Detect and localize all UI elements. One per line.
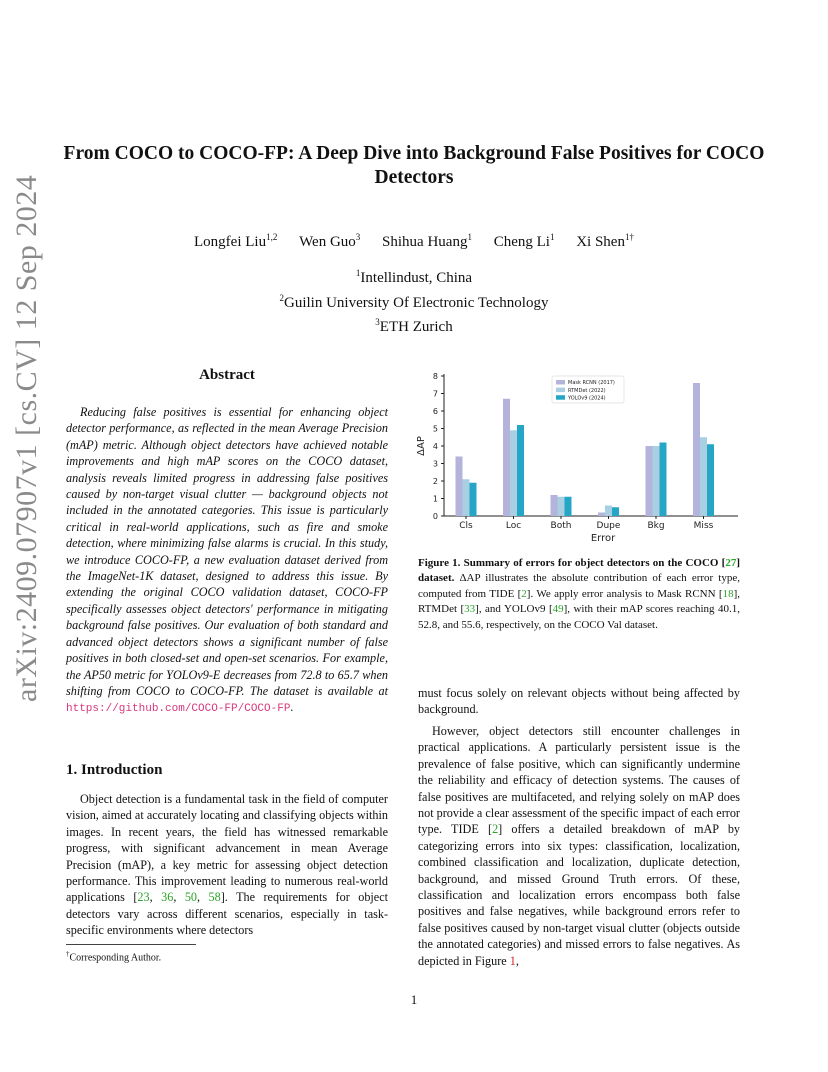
x-tick-label: Cls [459, 521, 473, 531]
legend-entry: YOLOv9 (2024) [568, 395, 606, 402]
author: Longfei Liu$^{1,2}$ [194, 232, 278, 250]
citation-link[interactable]: 2 [521, 587, 527, 600]
x-tick-label: Bkg [647, 521, 665, 531]
body-paragraph: However, object detectors still encounter challenges in practical applications. A particularly persistent issue is the prevalence of false positive, which can significantly undermine the reliability and efficacy of detection systems. The causes of false positives are multifaceted, and relying solely on mAP does not provide a clear assessment of the specific impact of each error type. TIDE [2] offers a detailed breakdown of mAP by categorizing errors into six types: classification, localization, combined classification and localization, duplicate detection, background, and missed Ground Truth errors. Of these, classification and localization errors encompass both false positives and false negatives, while background errors refer to false positives caused by non-target visual clutter (objects outside the annotated categories) and missed errors to false negatives. As depicted in Figure 1, [418, 724, 741, 968]
author-list [60, 232, 768, 251]
legend-entry: RTMDet (2022) [568, 387, 606, 394]
bar [646, 446, 653, 516]
y-tick-label: 3 [432, 459, 438, 469]
intro-paragraph: Object detection is a fundamental task in the field of computer vision, aimed at accurately locating and classifying objects within images. In recent years, the field has witnessed remarkable progress, with significant advancement in mean Average Precision (mAP), a key metric for assessing object detection performance. This improvement leading to numerous real-world applications [23, 36, 50, 58]. The requirements for object detectors vary across different scenarios, especially in task-specific environments where detectors [66, 792, 389, 938]
citation-link[interactable]: 27 [725, 557, 737, 569]
bar [598, 513, 605, 517]
bar [463, 479, 470, 516]
abstract-text: Reducing false positives is essential for enhancing object detector performance, as reflected in the mean Average Precision (mAP) metric. Although object detectors have achieved notable improvements and high mAP scores on the COCO dataset, analysis reveals limited progress in addressing false positives caused by non-target visual clutter — background objects not included in the annotated categories. This issue is particularly critical in real-world applications, such as fire and smoke detection, where minimizing false alarms is crucial. In this study, we introduce COCO-FP, a new evaluation dataset derived from the ImageNet-1K dataset, designed to address this issue. By extending the original COCO validation dataset, COCO-FP specifically assesses object detectors' performance in mitigating background false positives. Our evaluation of both standard and advanced object detectors shows a significant number of false positives in both closed-set and open-set scenarios. For example, the AP50 metric for YOLOv9-E decreases from 72.8 to 65.7 when shifting from COCO to COCO-FP. The dataset is available at https://github.com/COCO-FP/COCO-FP. [66, 405, 388, 716]
citation-link[interactable]: 23 [137, 890, 150, 905]
bar [605, 506, 612, 517]
bar [612, 507, 619, 516]
footnote-rule [66, 944, 196, 945]
figure-caption: Figure 1. Summary of errors for object detectors on the COCO [27] dataset. ΔAP illustrates the absolute contribution of each error type, computed from TIDE [2]. We apply error analysis to Mask RCNN [18], RTMDet [33], and YOLOv9 [49], with their mAP scores reaching 40.1, 52.8, and 55.6, respectively, on the COCO Val dataset. [418, 557, 740, 631]
y-tick-label: 5 [432, 424, 438, 434]
author: Shihua Huang$^1$ [382, 232, 472, 250]
author: Cheng Li$^1$ [493, 232, 555, 250]
x-tick-label: Loc [505, 521, 522, 531]
y-tick-label: 8 [432, 372, 438, 381]
affiliations [60, 264, 768, 338]
legend-swatch [556, 380, 565, 385]
y-tick-label: 0 [432, 512, 438, 521]
page-number: 1 [410, 992, 418, 1007]
bar [707, 444, 714, 516]
y-tick-label: 6 [432, 407, 438, 416]
y-tick-label: 1 [432, 494, 438, 504]
arxiv-stamp: arXiv:2409.07907v1 [cs.CV] 12 Sep 2024 [10, 174, 43, 702]
bar [660, 443, 667, 517]
bar [517, 425, 524, 516]
legend-entry: Mask RCNN (2017) [568, 380, 615, 387]
legend-swatch [556, 388, 565, 393]
bar [693, 383, 700, 516]
bar [565, 497, 572, 516]
citation-link[interactable]: 50 [184, 890, 198, 905]
affiliation: $^2$Guilin University Of Electronic Technology [279, 292, 549, 311]
affiliation: $^1$Intellindust, China [355, 268, 473, 286]
author: Xi Shen$^{1\dagger}$ [576, 232, 634, 250]
citation-link[interactable]: 33 [464, 603, 476, 616]
citation-link[interactable]: 49 [552, 603, 564, 616]
body-paragraph: must focus solely on relevant objects without being affected by background. [418, 686, 740, 717]
bar [558, 497, 565, 516]
section-heading-introduction: 1. Introduction [66, 762, 163, 778]
abstract-heading: Abstract [199, 367, 255, 383]
citation-link[interactable]: 36 [161, 890, 174, 905]
y-tick-label: 4 [432, 442, 438, 451]
citation-link[interactable]: 18 [722, 587, 734, 600]
legend-swatch [556, 395, 565, 400]
dataset-link[interactable]: https://github.com/COCO-FP/COCO-FP [66, 703, 291, 716]
bar [510, 430, 517, 516]
x-tick-label: Dupe [596, 521, 621, 531]
error-bar-chart [410, 368, 740, 542]
affiliation: $^3$ETH Zurich [375, 317, 453, 335]
author: Wen Guo$^3$ [299, 232, 361, 250]
bar [470, 483, 477, 516]
y-axis-label: ΔAP [416, 436, 427, 456]
bar [503, 399, 510, 516]
paper-title: From COCO to COCO-FP: A Deep Dive into Background False Positives for COCO Detectors [63, 143, 765, 188]
x-tick-label: Both [550, 521, 572, 531]
bar [456, 457, 463, 517]
footnote: †Corresponding Author. [66, 950, 162, 964]
y-tick-label: 7 [432, 389, 438, 399]
figure-link[interactable]: 1 [509, 953, 516, 968]
x-tick-label: Miss [693, 521, 714, 531]
y-tick-label: 2 [432, 477, 438, 486]
bar [653, 446, 660, 516]
citation-link[interactable]: 58 [208, 890, 221, 905]
citation-link[interactable]: 2 [492, 822, 499, 837]
x-axis-label: Error [590, 533, 616, 542]
bar [551, 495, 558, 516]
bar [700, 437, 707, 516]
